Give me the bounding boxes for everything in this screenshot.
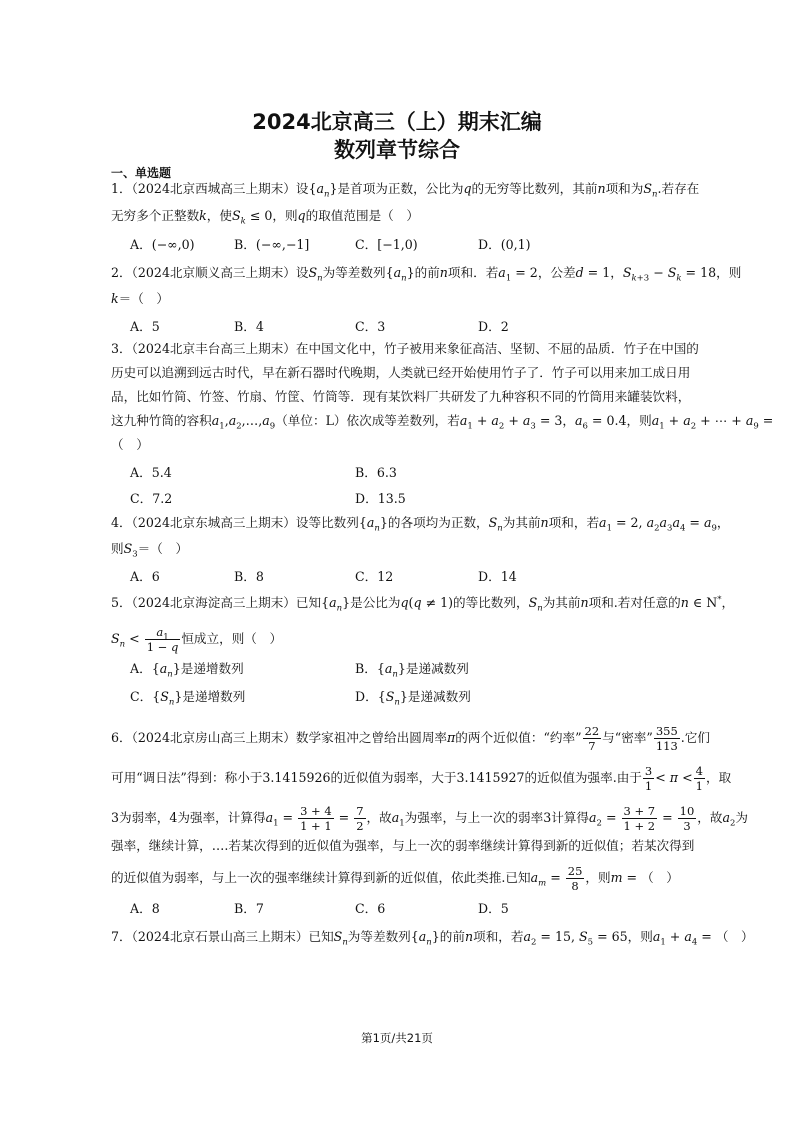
q6-line-4: 强率，继续计算，….若某次得到的近似值为强率，与上一次的弱率继续计算得到新的近似值；若某次得到 — [111, 838, 695, 853]
q2-line-1: 2．（2024北京顺义高三上期末）设$S_n$为等差数列$\{a_n\}$的前n项和．若$a_1 = 2$，公差d = 1，$S_{k+3} - S_k = 18$，则 — [111, 265, 742, 284]
q6-option-a[interactable]: A．8 — [130, 901, 160, 916]
q5-option-d[interactable]: D．$\{S_n\}$是递减数列 — [355, 689, 471, 708]
q2-option-d[interactable]: D．2 — [478, 319, 509, 334]
q4-option-a[interactable]: A．6 — [130, 569, 160, 584]
q6-option-c[interactable]: C．6 — [355, 901, 386, 916]
q3-option-a[interactable]: A．5.4 — [130, 465, 172, 480]
q5-option-a[interactable]: A．$\{a_n\}$是递增数列 — [130, 661, 244, 680]
q4-option-b[interactable]: B．8 — [234, 569, 264, 584]
q3-line-2: 历史可以追溯到远古时代，早在新石器时代晚期，人类就已经开始使用竹子了．竹子可以用来加工成日用 — [111, 365, 691, 380]
q5-option-c[interactable]: C．$\{S_n\}$是递增数列 — [130, 689, 246, 708]
q3-option-d[interactable]: D．13.5 — [355, 491, 406, 506]
section-heading: 一、单选题 — [111, 166, 172, 180]
page-title: 2024北京高三（上）期末汇编 — [252, 110, 542, 134]
q4-option-d[interactable]: D．14 — [478, 569, 517, 584]
q1-option-a[interactable]: A．(−∞,0) — [130, 237, 195, 252]
q3-line-3: 品，比如竹简、竹签、竹扇、竹筐、竹筒等．现有某饮料厂共研发了九种容积不同的竹筒用来罐装饮料， — [111, 389, 691, 404]
q5-line-1: 5．（2024北京海淀高三上期末）已知$\{a_n\}$是公比为q(q ≠ 1)的等比数列，$S_n$为其前n项和.若对任意的n ∈ N*， — [111, 594, 735, 614]
q5-option-b[interactable]: B．$\{a_n\}$是递减数列 — [355, 661, 469, 680]
page-footer: 第1页/共21页 — [361, 1031, 433, 1045]
q1-option-c[interactable]: C．[−1,0) — [355, 237, 418, 252]
q1-line-2: 无穷多个正整数k，使$S_k \le 0$，则q的取值范围是（ ） — [111, 208, 419, 227]
q6-option-b[interactable]: B．7 — [234, 901, 264, 916]
q5-line-2: $S_n$ < $\frac{a_1}{1 - q}$ 恒成立，则（ ） — [111, 625, 283, 654]
q3-line-1: 3．（2024北京丰台高三上期末）在中国文化中，竹子被用来象征高洁、坚韧、不屈的品质．竹子在中国的 — [111, 341, 699, 356]
q3-option-b[interactable]: B．6.3 — [355, 465, 397, 480]
page-subtitle: 数列章节综合 — [334, 138, 460, 162]
q1-option-d[interactable]: D．(0,1) — [478, 237, 531, 252]
q3-line-5: （ ） — [111, 437, 149, 452]
q6-line-2: 可用“调日法”得到：称小于3.1415926的近似值为弱率，大于3.1415927的近似值为强率.由于 $\frac{3}{1}$ < π < $\frac{4}{1}$ ，取 — [111, 764, 732, 793]
q4-line-1: 4．（2024北京东城高三上期末）设等比数列$\{a_n\}$的各项均为正数，$S_n$为其前n项和，若$a_1 = 2$, $a_2a_3a_4 = a_9$， — [111, 515, 730, 534]
q2-line-2: k＝（ ） — [111, 291, 170, 306]
q1-line-1: 1．（2024北京西城高三上期末）设$\{a_n\}$是首项为正数，公比为q的无穷等比数列，其前n项和为$S_n$.若存在 — [111, 181, 700, 200]
q6-line-5: 的近似值为弱率，与上一次的强率继续计算得到新的近似值，依此类推.已知$a_m$ = $\frac{25}{8}$ ，则m = （ ） — [111, 864, 679, 893]
q2-option-b[interactable]: B．4 — [234, 319, 264, 334]
q6-line-1: 6．（2024北京房山高三上期末）数学家祖冲之曾给出圆周率π的两个近似值：“约率” $\frac{22}{7}$ 与“密率” $\frac{355}{113}$ .它们 — [111, 724, 710, 753]
q2-option-a[interactable]: A．5 — [130, 319, 160, 334]
q6-option-d[interactable]: D．5 — [478, 901, 509, 916]
q3-option-c[interactable]: C．7.2 — [130, 491, 173, 506]
q4-line-2: 则$S_3=$（ ） — [111, 541, 189, 560]
q7-line-1: 7．（2024北京石景山高三上期末）已知$S_n$为等差数列$\{a_n\}$的前n项和，若$a_2 = 15$, $S_5 = 65$，则$a_1 + a_4$ = （ ） — [111, 929, 754, 948]
q3-line-4: 这九种竹筒的容积$a_1,a_2,\dots,a_9$（单位：L）依次成等差数列，若$a_1 + a_2 + a_3 = 3$，$a_6 = 0.4$，则$a_1 + a_2$ + ⋯ + $a_9$ = — [111, 413, 774, 432]
q6-line-3: 3为弱率，4为强率，计算得$a_1$ = $\frac{3 + 4}{1 + 1}$ = $\frac{7}{2}$ ，故$a_1$为强率，与上一次的弱率3计算得$a_2$ = $\frac{3 + 7}{1 + 2}$ = $\frac{10}{3}$ ，故$a_2$为 — [111, 804, 749, 833]
q2-option-c[interactable]: C．3 — [355, 319, 386, 334]
q1-option-b[interactable]: B．(−∞,−1] — [234, 237, 310, 252]
q4-option-c[interactable]: C．12 — [355, 569, 394, 584]
